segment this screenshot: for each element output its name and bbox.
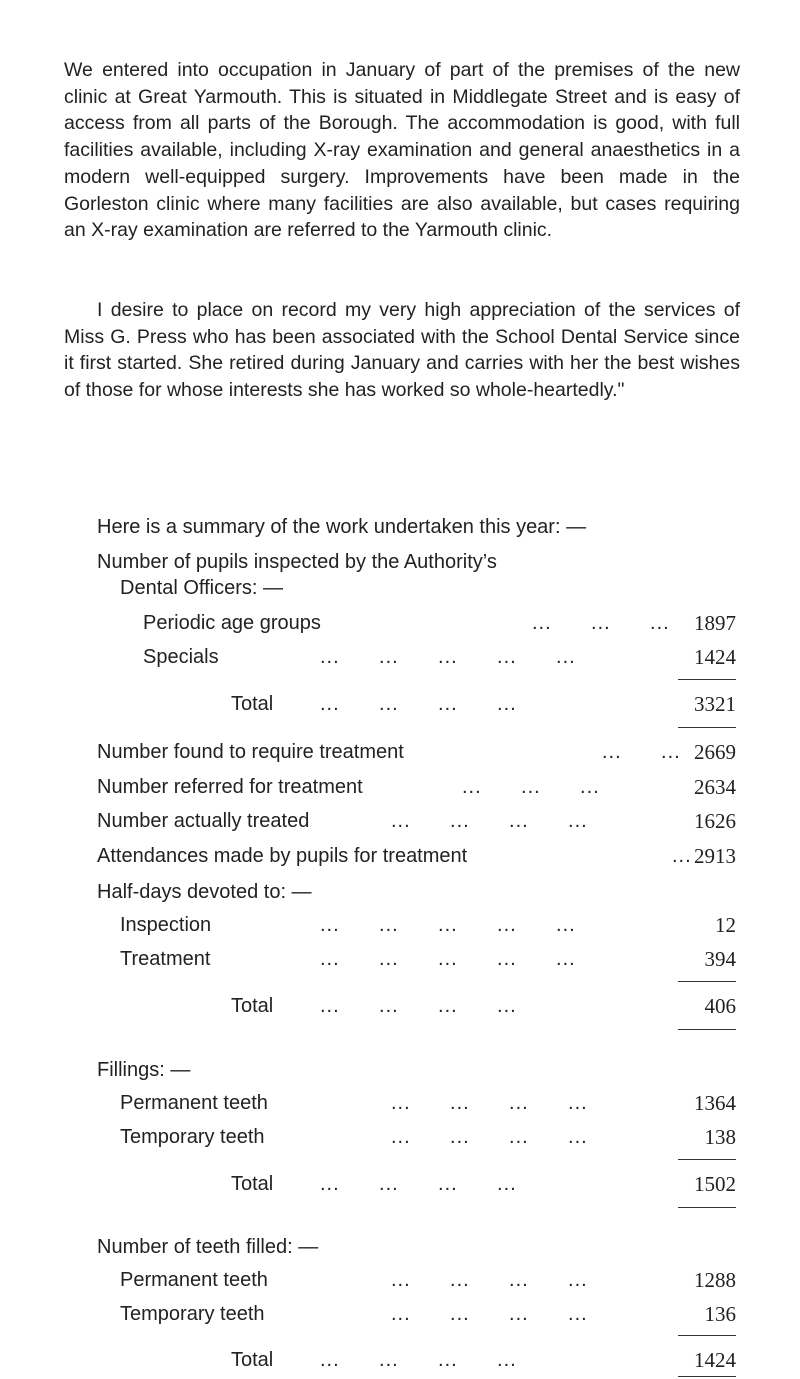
treated-value: 1626 (694, 809, 736, 833)
specials-value: 1424 (694, 645, 736, 669)
leader-dots: ... ... ... ... (391, 1126, 588, 1148)
fill-total-value: 1502 (694, 1172, 736, 1196)
leader-dots: ... ... (602, 741, 681, 763)
treated-label: Number actually treated (97, 810, 310, 832)
fill-perm-label: Permanent teeth (120, 1092, 268, 1114)
leader-dots: ... ... ... ... (391, 1303, 588, 1325)
halfdays-total-value: 406 (704, 994, 736, 1018)
treatment-value: 394 (704, 947, 736, 971)
paragraph-clinic: We entered into occupation in January of part of the premises of the new clinic at Great Yarmouth. This is situated in Middlegate Street and is easy of access from all parts of the Borough. The accommodation is good, with full facilities available, including X-ray examination and general anaesthetics in a modern well-equipped surgery. Improvements have been made in the Gorleston clinic where many facilities are also available, but cases requiring an X-ray examination are referred to the Yarmouth clinic. (64, 59, 740, 242)
filled-temp-label: Temporary teeth (120, 1303, 265, 1325)
fillings-heading: Fillings: — (97, 1059, 191, 1081)
leader-dots: ... (672, 845, 692, 867)
leader-dots: ... ... ... ... (320, 1173, 517, 1195)
leader-dots: ... ... ... ... ... (320, 948, 576, 970)
leader-dots: ... ... ... (462, 776, 600, 798)
leader-dots: ... ... ... ... (320, 693, 517, 715)
filled-temp-value: 136 (704, 1302, 736, 1326)
fill-temp-label: Temporary teeth (120, 1126, 265, 1148)
sum-rule (678, 1335, 736, 1336)
referred-value: 2634 (694, 775, 736, 799)
inspection-value: 12 (715, 913, 736, 937)
filled-heading: Number of teeth filled: — (97, 1236, 319, 1258)
require-label: Number found to require treatment (97, 741, 404, 763)
leader-dots: ... ... ... (532, 612, 670, 634)
sum-rule (678, 727, 736, 728)
periodic-label: Periodic age groups (143, 612, 321, 634)
leader-dots: ... ... ... ... ... (320, 914, 576, 936)
filled-total-value: 1424 (694, 1348, 736, 1372)
sum-rule (678, 1207, 736, 1208)
inspected-heading: Number of pupils inspected by the Authority’s (97, 551, 497, 573)
inspected-heading-cont: Dental Officers: — (120, 577, 284, 599)
fill-temp-value: 138 (704, 1125, 736, 1149)
leader-dots: ... ... ... ... (391, 1092, 588, 1114)
paragraph-appreciation: I desire to place on record my very high appreciation of the services of Miss G. Press who has been associated with the School Dental Service since it first started. She retired during January and carries with her the best wishes of those for whose interests she has worked so whole-heartedly." (64, 299, 740, 402)
require-value: 2669 (694, 740, 736, 764)
sum-rule (678, 1376, 736, 1377)
filled-total-label: Total (231, 1349, 274, 1371)
leader-dots: ... ... ... ... (320, 1349, 517, 1371)
leader-dots: ... ... ... ... ... (320, 646, 576, 668)
fill-total-label: Total (231, 1173, 274, 1195)
sum-rule (678, 1029, 736, 1030)
sum-rule (678, 1159, 736, 1160)
leader-dots: ... ... ... ... (320, 995, 517, 1017)
treatment-label: Treatment (120, 948, 211, 970)
fill-perm-value: 1364 (694, 1091, 736, 1115)
periodic-value: 1897 (694, 611, 736, 635)
sum-rule (678, 679, 736, 680)
attendances-label: Attendances made by pupils for treatment (97, 845, 468, 867)
halfdays-heading: Half-days devoted to: — (97, 881, 312, 903)
specials-label: Specials (143, 646, 219, 668)
leader-dots: ... ... ... ... (391, 1269, 588, 1291)
sum-rule (678, 981, 736, 982)
summary-intro: Here is a summary of the work undertaken this year: — (97, 516, 587, 538)
leader-dots: ... ... ... ... (391, 810, 588, 832)
filled-perm-label: Permanent teeth (120, 1269, 268, 1291)
inspected-total-value: 3321 (694, 692, 736, 716)
inspection-label: Inspection (120, 914, 212, 936)
attendances-value: 2913 (694, 844, 736, 868)
inspected-total-label: Total (231, 693, 274, 715)
referred-label: Number referred for treatment (97, 776, 363, 798)
filled-perm-value: 1288 (694, 1268, 736, 1292)
halfdays-total-label: Total (231, 995, 274, 1017)
